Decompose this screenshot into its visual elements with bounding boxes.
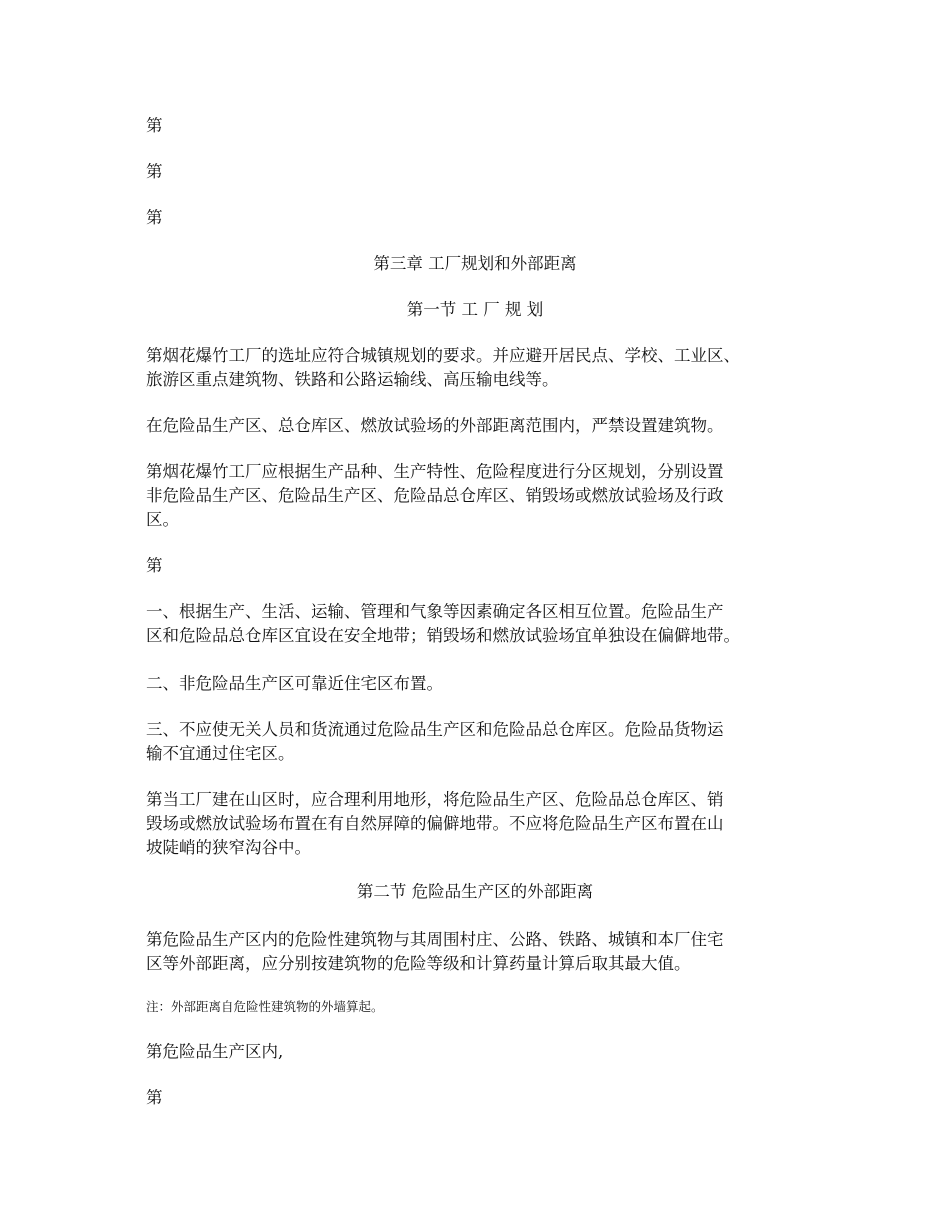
paragraph-site-selection [146,344,786,392]
paragraph-mountain-area [146,788,786,860]
paragraph-production-area: 第危险品生产区内, [146,1042,284,1061]
paragraph-line: 坡陡峭的狭窄沟谷中。 [146,838,311,857]
paragraph-external-distance [146,928,786,976]
paragraph-line: 第烟花爆竹工厂的选址应符合城镇规划的要求。并应避开居民点、学校、工业区、 [146,346,740,365]
paragraph-line: 旅游区重点建筑物、铁路和公路运输线、高压输电线等。 [146,370,559,389]
paragraph-line: 区和危险品总仓库区宜设在安全地带；销毁场和燃放试验场宜单独设在偏僻地带。 [146,626,740,645]
paragraph-no-buildings: 在危险品生产区、总仓库区、燃放试验场的外部距离范围内，严禁设置建筑物。 [146,416,724,435]
list-item-2: 二、非危险品生产区可靠近住宅区布置。 [146,674,443,693]
paragraph-line: 输不宜通过住宅区。 [146,744,295,763]
section-title: 第一节 工 厂 规 划 [406,300,544,319]
paragraph-fragment: 第 [146,208,163,227]
paragraph-line: 第危险品生产区内的危险性建筑物与其周围村庄、公路、铁路、城镇和本厂住宅 [146,930,724,949]
paragraph-line: 区。 [146,510,179,529]
paragraph-line: 毁场或燃放试验场布置在有自然屏障的偏僻地带。不应将危险品生产区布置在山 [146,814,724,833]
section-title: 第二节 危险品生产区的外部距离 [356,882,594,901]
note: 注：外部距离自危险性建筑物的外墙算起。 [146,999,384,1014]
chapter-title: 第三章 工厂规划和外部距离 [373,254,577,273]
paragraph-line: 第烟花爆竹工厂应根据生产品种、生产特性、危险程度进行分区规划，分别设置 [146,462,724,481]
list-item-3 [146,718,786,766]
list-item-1 [146,600,786,648]
paragraph-line: 三、不应使无关人员和货流通过危险品生产区和危险品总仓库区。危险品货物运 [146,720,724,739]
paragraph-fragment: 第 [146,556,163,575]
paragraph-line: 一、根据生产、生活、运输、管理和气象等因素确定各区相互位置。危险品生产 [146,602,724,621]
paragraph-fragment: 第 [146,1088,163,1107]
paragraph-line: 非危险品生产区、危险品生产区、危险品总仓库区、销毁场或燃放试验场及行政 [146,486,724,505]
paragraph-line: 第当工厂建在山区时，应合理利用地形，将危险品生产区、危险品总仓库区、销 [146,790,724,809]
paragraph-zoning [146,460,786,532]
paragraph-line: 区等外部距离，应分别按建筑物的危险等级和计算药量计算后取其最大值。 [146,954,691,973]
paragraph-fragment: 第 [146,116,163,135]
paragraph-fragment: 第 [146,162,163,181]
